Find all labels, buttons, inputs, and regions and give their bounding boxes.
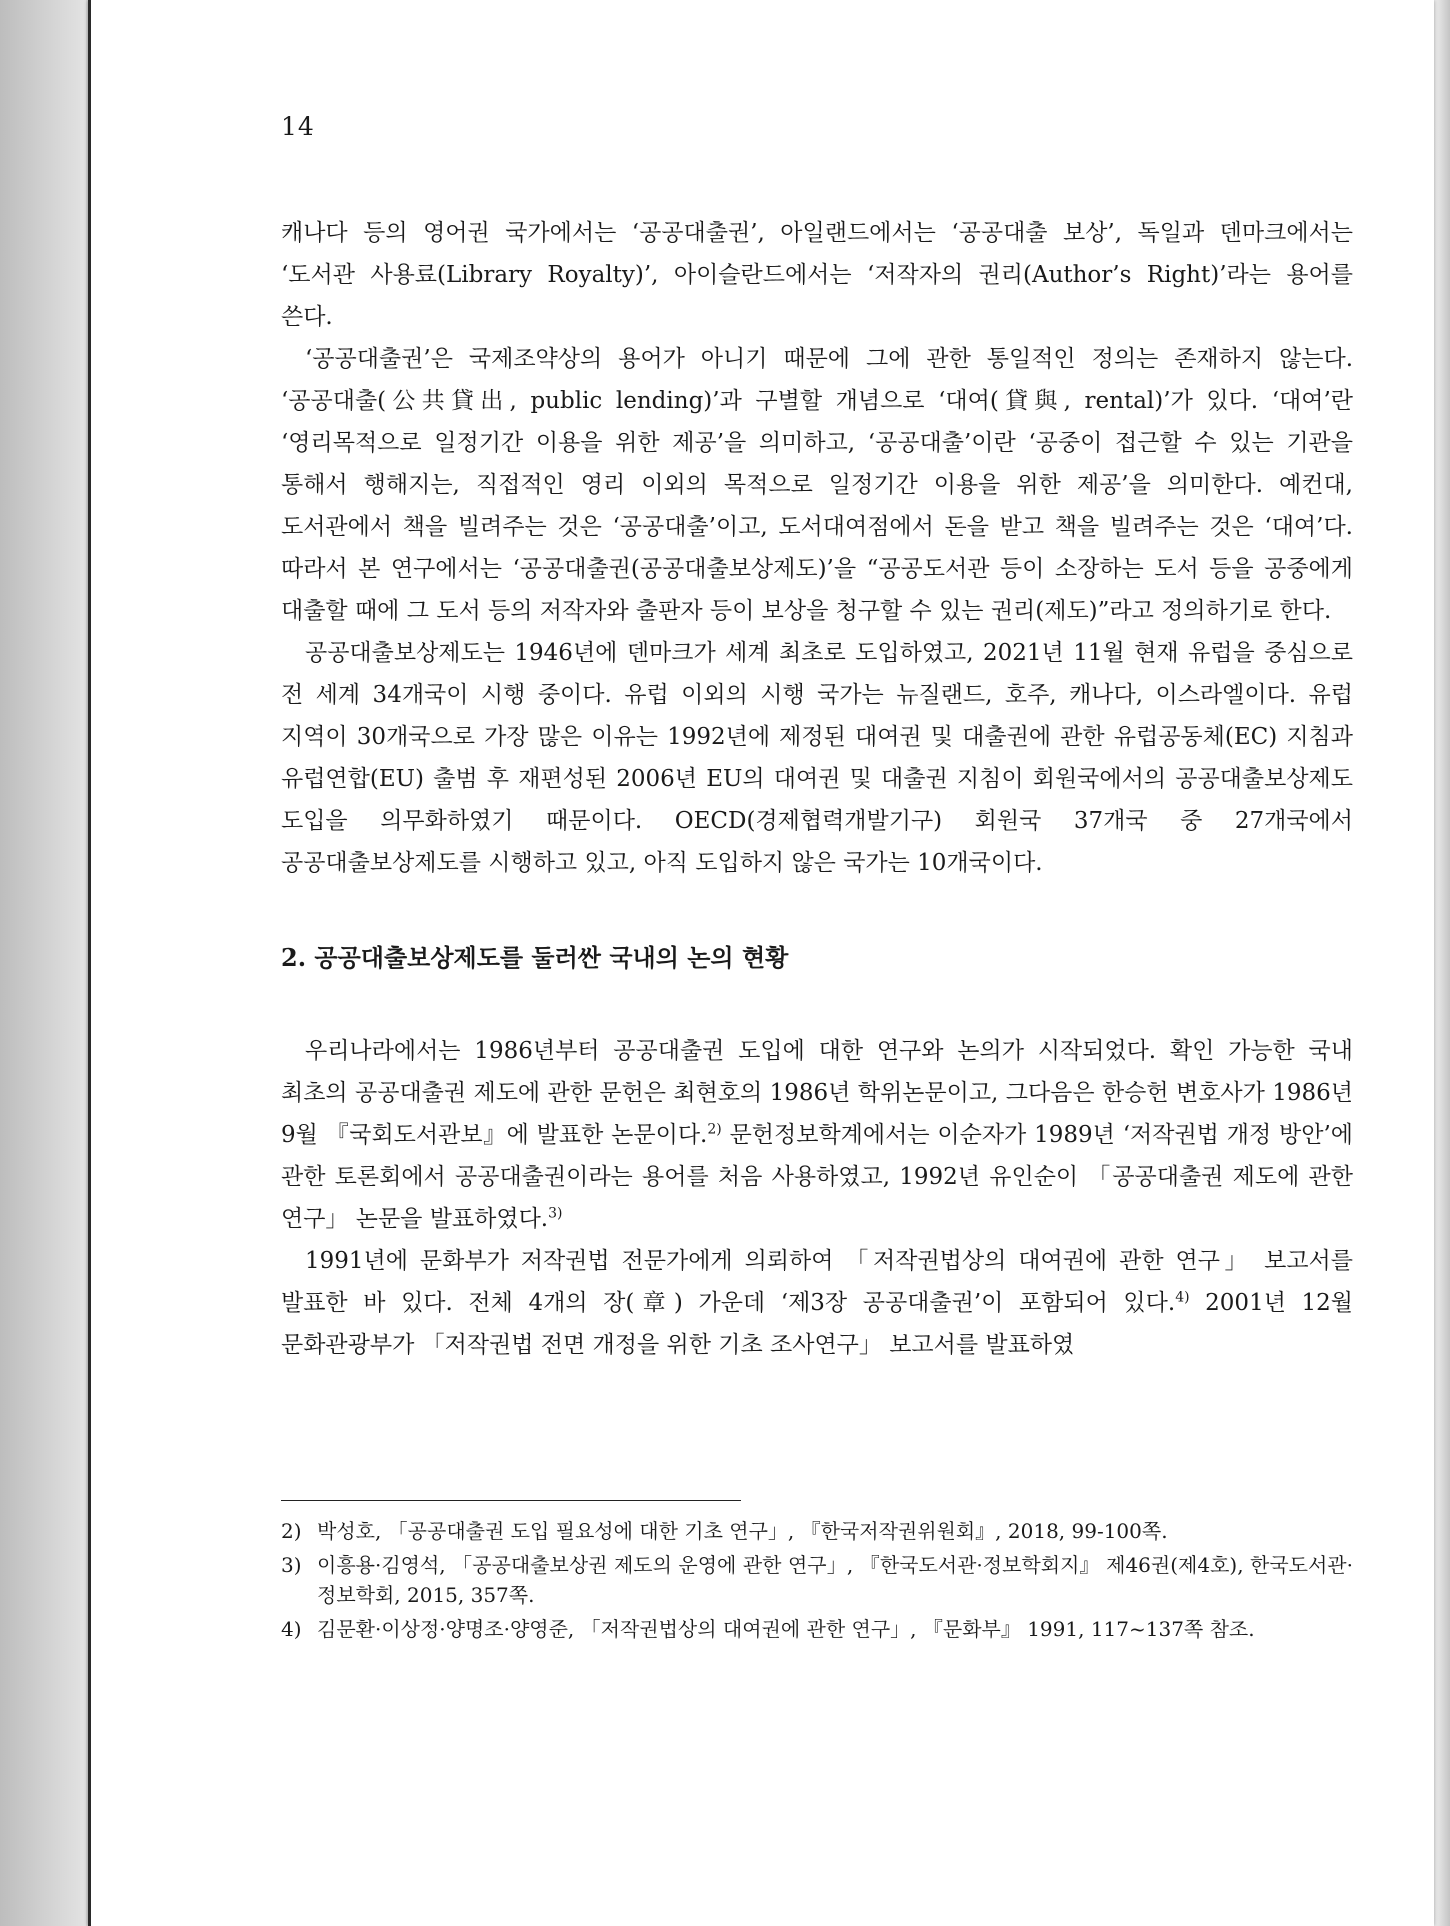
paragraph: 공공대출보상제도는 1946년에 덴마크가 세계 최초로 도입하였고, 2021년 11월 현재 유럽을 중심으로 전 세계 34개국이 시행 중이다. 유럽 이외의 시행 국가는 뉴질랜드, 호주, 캐나다, 이스라엘이다. 유럽 지역이 30개국으로 가장 많은 이유는 1992년에 제정된 대여권 및 대출권에 관한 유럽공동체(EC) 지침과 유럽연합(EU) 출범 후 재편성된 2006년 EU의 대여권 및 대출권 지침이 회원국에서의 공공대출보상제도 도입을 의무화하였기 때문이다. OECD(경제협력개발기구) 회원국 37개국 중 27개국에서 공공대출보상제도를 시행하고 있고, 아직 도입하지 않은 국가는 10개국이다. <box>281 640 1353 876</box>
viewer-left-margin <box>0 0 86 1926</box>
paragraph: 캐나다 등의 영어권 국가에서는 ‘공공대출권’, 아일랜드에서는 ‘공공대출 보상’, 독일과 덴마크에서는 ‘도서관 사용료(Library Royalty)’, 아이슬란드에서는 ‘저작자의 권리(Author’s Right)’라는 용어를 쓴다. <box>281 220 1353 330</box>
paragraph <box>281 1240 1353 1366</box>
page-number: 14 <box>281 112 315 141</box>
paragraph-text: 1991년에 문화부가 저작권법 전문가에게 의뢰하여 「저작권법상의 대여권에 관한 연구」 보고서를 발표한 바 있다. 전체 4개의 장(章) 가운데 ‘제3장 공공대출권’이 포함되어 있다. <box>281 1248 1353 1316</box>
footnote-ref[interactable]: 4) <box>1175 1289 1190 1306</box>
footnotes <box>281 1516 1353 1648</box>
paragraph-text: 우리나라에서는 1986년부터 공공대출권 도입에 대한 연구와 논의가 시작되었다. 확인 가능한 국내 최초의 공공대출권 제도에 관한 문헌은 최현호의 1986년 학위논문이고, 그다음은 한승헌 변호사가 1986년 9월 『국회도서관보』에 발표한 논문이다. <box>281 1038 1353 1148</box>
footnote-divider <box>281 1500 741 1501</box>
document-page <box>88 0 1434 1926</box>
footnote-number: 4) <box>281 1617 302 1641</box>
paragraph <box>281 1030 1353 1240</box>
footnote-text: 박성호, 「공공대출권 도입 필요성에 대한 기초 연구」, 『한국저작권위원회』, 2018, 99-100쪽. <box>317 1519 1168 1543</box>
paragraph-text: 문헌정보학계에서는 이순자가 1989년 ‘저작권법 개정 방안’에 관한 토론회에서 공공대출권이라는 용어를 처음 사용하였고, 1992년 유인순이 「공공대출권 제도에 관한 연구」 논문을 발표하였다. <box>281 1122 1353 1232</box>
footnote <box>281 1516 1353 1546</box>
footnote <box>281 1614 1353 1644</box>
footnote-ref[interactable]: 2) <box>707 1121 722 1138</box>
footnote-text: 김문환·이상정·양명조·양영준, 「저작권법상의 대여권에 관한 연구」, 『문화부』 1991, 117~137쪽 참조. <box>317 1617 1255 1641</box>
viewer-right-edge <box>1434 0 1450 1926</box>
section-heading: 2. 공공대출보상제도를 둘러싼 국내의 논의 현황 <box>281 943 789 972</box>
footnote-text: 이흥용·김영석, 「공공대출보상권 제도의 운영에 관한 연구」, 『한국도서관·정보학회지』 제46권(제4호), 한국도서관·정보학회, 2015, 357쪽. <box>317 1553 1353 1607</box>
body-text <box>281 212 1353 1366</box>
footnote-ref[interactable]: 3) <box>548 1205 563 1222</box>
footnote <box>281 1550 1353 1610</box>
footnote-number: 2) <box>281 1519 302 1543</box>
paragraph: ‘공공대출권’은 국제조약상의 용어가 아니기 때문에 그에 관한 통일적인 정의는 존재하지 않는다. ‘공공대출(公共貸出, public lending)’과 구별할 개념으로 ‘대여(貸與, rental)’가 있다. ‘대여’란 ‘영리목적으로 일정기간 이용을 위한 제공’을 의미하고, ‘공공대출’이란 ‘공중이 접근할 수 있는 기관을 통해서 행해지는, 직접적인 영리 이외의 목적으로 일정기간 이용을 위한 제공’을 의미한다. 예컨대, 도서관에서 책을 빌려주는 것은 ‘공공대출’이고, 도서대여점에서 돈을 받고 책을 빌려주는 것은 ‘대여’다. 따라서 본 연구에서는 ‘공공대출권(공공대출보상제도)’을 “공공도서관 등이 소장하는 도서 등을 공중에게 대출할 때에 그 도서 등의 저작자와 출판자 등이 보상을 청구할 수 있는 권리(제도)”라고 정의하기로 한다. <box>281 346 1353 624</box>
paragraph-text: 2001년 12월 문화관광부가 「저작권법 전면 개정을 위한 기초 조사연구」 보고서를 발표하였 <box>281 1290 1354 1358</box>
footnote-number: 3) <box>281 1553 302 1577</box>
